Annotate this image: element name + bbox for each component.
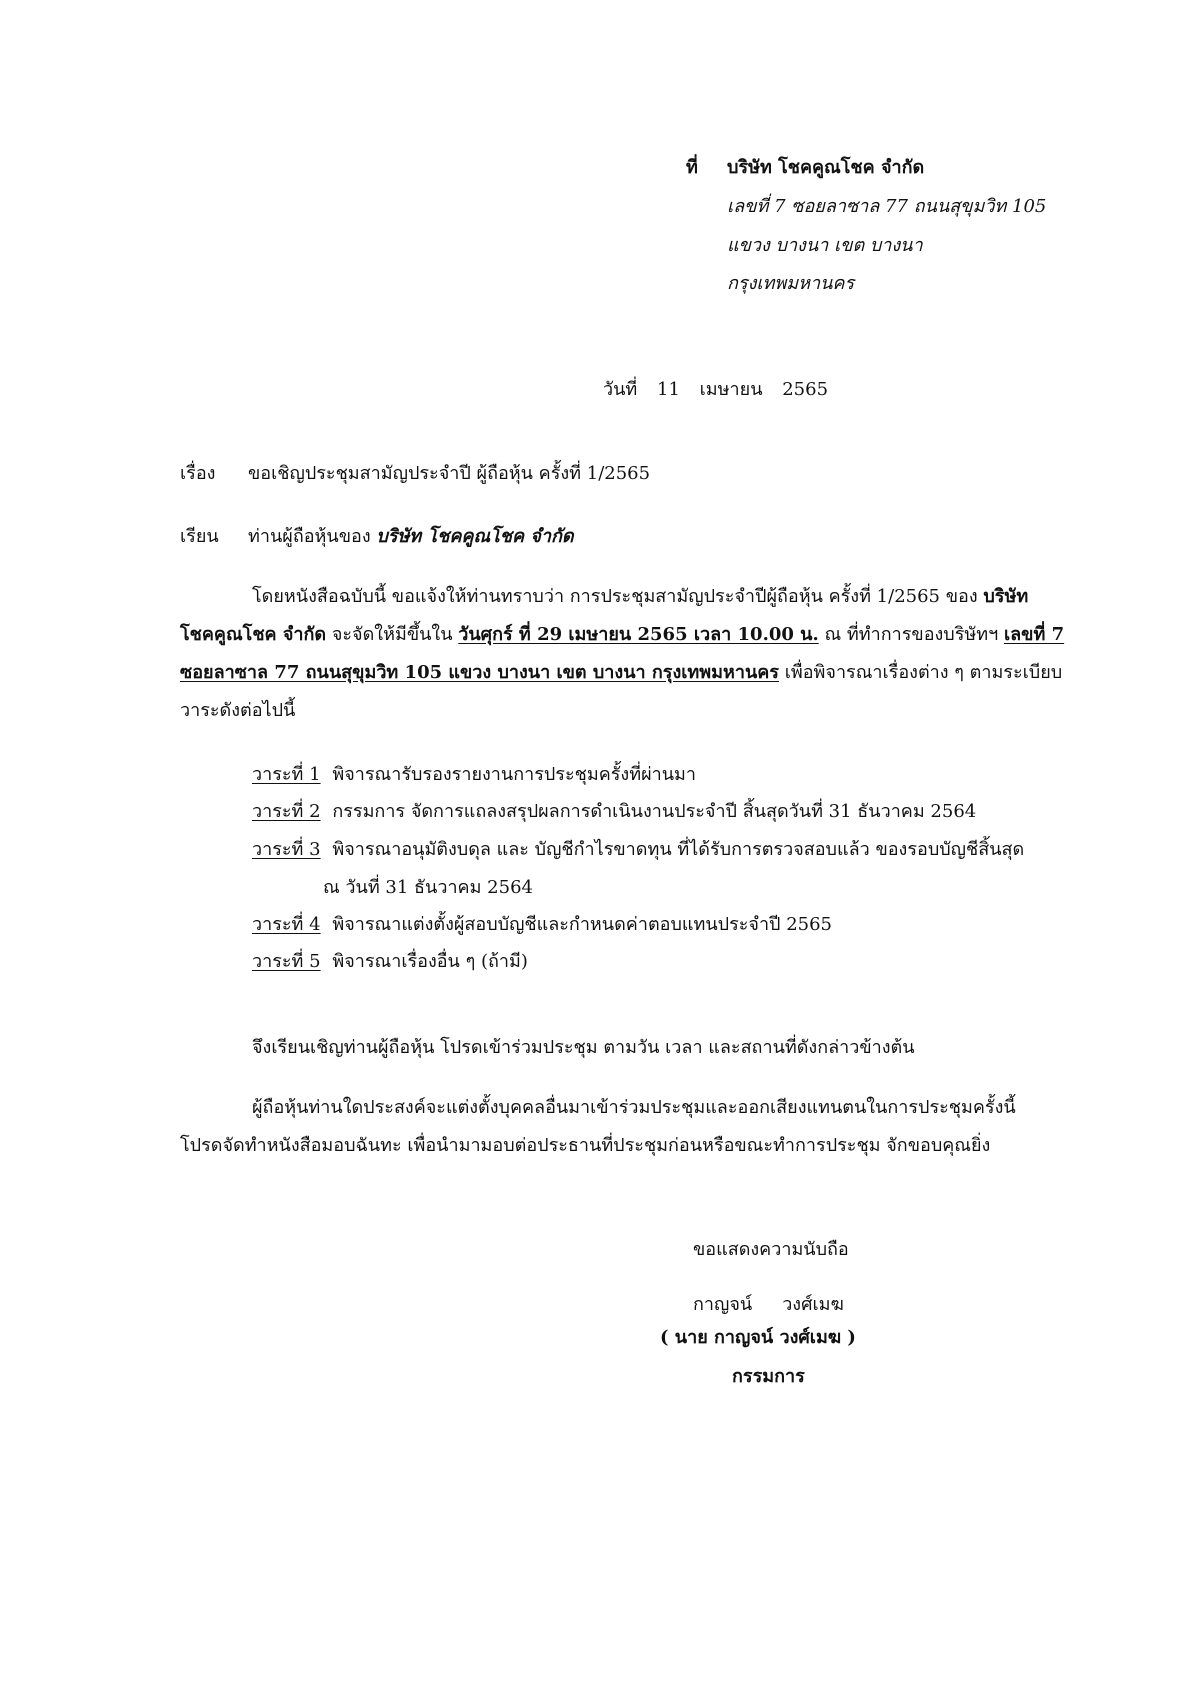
sign-off: ขอแสดงความนับถือ — [693, 1239, 849, 1260]
address-line-2: แขวง บางนา เขต บางนา — [727, 235, 923, 256]
agenda-label: วาระที่ 2 — [252, 801, 321, 822]
body-line-3 — [180, 654, 1063, 692]
body-text: จะจัดให้มีขึ้นใน — [331, 624, 453, 645]
date-day: 11 — [657, 379, 680, 400]
signatory-title: กรรมการ — [732, 1366, 805, 1387]
subject-label: เรื่อง — [180, 463, 216, 484]
recipient-line — [248, 521, 574, 550]
signature-name — [693, 1289, 844, 1318]
meeting-datetime: วันศุกร์ ที่ 29 เมษายน 2565 เวลา 10.00 น. — [458, 624, 819, 645]
printed-name: ( นาย กาญจน์ วงศ์เมฆ ) — [660, 1327, 856, 1348]
agenda-label: วาระที่ 5 — [252, 951, 321, 972]
recipient-label: เรียน — [180, 526, 219, 547]
agenda-item — [252, 796, 976, 825]
recipient-text: ท่านผู้ถือหุ้นของ — [248, 526, 371, 547]
body-text: เพื่อพิจารณาเรื่องต่าง ๆ ตามระเบียบ — [784, 662, 1063, 683]
date-month: เมษายน — [699, 379, 763, 400]
date-label: วันที่ — [603, 379, 638, 400]
address-line-3: กรุงเทพมหานคร — [727, 273, 855, 294]
body-line-4: วาระดังต่อไปนี้ — [180, 700, 296, 721]
agenda-text: พิจารณาแต่งตั้งผู้สอบบัญชีและกำหนดค่าตอบแทนประจำปี 2565 — [332, 914, 833, 935]
body-company-part: บริษัท — [983, 586, 1029, 607]
agenda-item — [252, 909, 832, 938]
proxy-line-2: โปรดจัดทำหนังสือมอบฉันทะ เพื่อนำมามอบต่อประธานที่ประชุมก่อนหรือขณะทำการประชุม จักขอบคุณยิ่ง — [180, 1135, 991, 1156]
agenda-text: พิจารณาอนุมัติงบดุล และ บัญชีกำไรขาดทุน ที่ได้รับการตรวจสอบแล้ว ของรอบบัญชีสิ้นสุด — [332, 839, 1025, 860]
meeting-address-part: เลขที่ 7 — [1003, 624, 1065, 645]
agenda-continuation: ณ วันที่ 31 ธันวาคม 2564 — [323, 877, 533, 898]
document-date — [603, 374, 842, 403]
signature-first-name: กาญจน์ — [693, 1294, 753, 1315]
body-text: ณ ที่ทำการของบริษัทฯ — [824, 624, 999, 645]
date-year: 2565 — [782, 379, 829, 400]
agenda-item — [252, 759, 696, 788]
address-line-1: เลขที่ 7 ซอยลาซาล 77 ถนนสุขุมวิท 105 — [727, 196, 1047, 217]
agenda-label: วาระที่ 4 — [252, 914, 321, 935]
address-prefix: ที่ — [686, 157, 698, 178]
agenda-text: พิจารณารับรองรายงานการประชุมครั้งที่ผ่านมา — [332, 764, 697, 785]
body-line-2 — [180, 616, 1065, 654]
body-company-part: โชคคูณโชค จำกัด — [180, 624, 327, 645]
proxy-line-1: ผู้ถือหุ้นท่านใดประสงค์จะแต่งตั้งบุคคลอื่นมาเข้าร่วมประชุมและออกเสียงแทนตนในการประชุมครั้งนี้ — [252, 1097, 1016, 1118]
agenda-item — [252, 946, 528, 975]
proxy-paragraph — [180, 1089, 1032, 1165]
meeting-address-part: ซอยลาซาล 77 ถนนสุขุมวิท 105 แขวง บางนา เขต บางนา กรุงเทพมหานคร — [180, 662, 779, 683]
agenda-text: พิจารณาเรื่องอื่น ๆ (ถ้ามี) — [332, 951, 528, 972]
signature-last-name: วงศ์เมฆ — [782, 1294, 844, 1315]
agenda-label: วาระที่ 1 — [252, 764, 321, 785]
recipient-company: บริษัท โชคคูณโชค จำกัด — [376, 526, 574, 547]
company-name: บริษัท โชคคูณโชค จำกัด — [727, 157, 925, 178]
body-paragraph — [180, 578, 1065, 730]
subject-text: ขอเชิญประชุมสามัญประจำปี ผู้ถือหุ้น ครั้งที่ 1/2565 — [248, 463, 651, 484]
agenda-item — [252, 834, 1024, 863]
body-text: โดยหนังสือฉบับนี้ ขอแจ้งให้ท่านทราบว่า การประชุมสามัญประจำปีผู้ถือหุ้น ครั้งที่ 1/2565 ของ — [252, 586, 978, 607]
body-line-1 — [180, 578, 1032, 616]
invitation-line: จึงเรียนเชิญท่านผู้ถือหุ้น โปรดเข้าร่วมประชุม ตามวัน เวลา และสถานที่ดังกล่าวข้างต้น — [252, 1037, 915, 1058]
agenda-text: กรรมการ จัดการแถลงสรุปผลการดำเนินงานประจำปี สิ้นสุดวันที่ 31 ธันวาคม 2564 — [332, 801, 977, 822]
agenda-label: วาระที่ 3 — [252, 839, 321, 860]
